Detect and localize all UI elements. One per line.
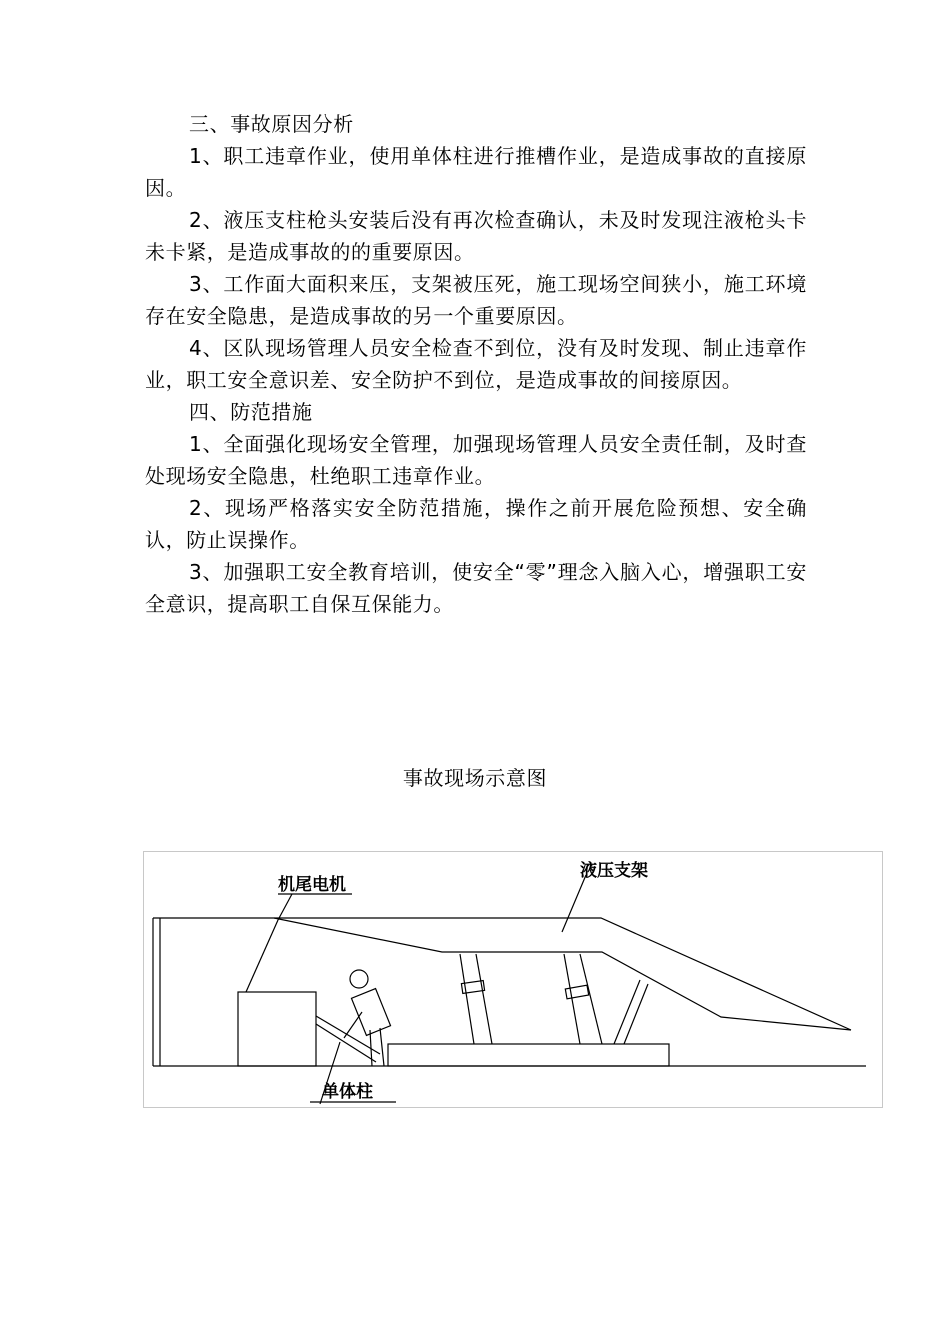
support-base — [388, 1044, 669, 1066]
support-brace-a — [614, 980, 640, 1044]
section-heading-measures: 四、防范措施 — [189, 400, 313, 424]
support-leg-left-b — [476, 954, 492, 1044]
worker-head — [350, 970, 368, 988]
figure-title: 事故现场示意图 — [402, 766, 548, 790]
worker-leg-a — [380, 1028, 384, 1066]
label-hydraulic-support: 液压支架 — [580, 861, 648, 881]
label-tail-motor: 机尾电机 — [278, 875, 346, 895]
support-leg-left-a — [460, 954, 474, 1044]
measure-paragraph-2: 2、现场严格落实安全防范措施，操作之前开展危险预想、安全确认，防止误操作。 — [145, 496, 807, 552]
measure-paragraph-3: 3、加强职工安全教育培训，使安全“零”理念入脑入心，增强职工安全意识，提高职工自保互保能力。 — [145, 560, 807, 616]
support-leg-right-joint — [565, 985, 588, 999]
tail-motor-box — [238, 992, 316, 1066]
support-leg-right-a — [564, 954, 580, 1044]
document-body — [145, 108, 807, 620]
section-heading-causes: 三、事故原因分析 — [189, 112, 354, 136]
support-leg-right-b — [580, 954, 602, 1044]
cause-paragraph-1: 1、职工违章作业，使用单体柱进行推槽作业，是造成事故的直接原因。 — [145, 144, 807, 200]
cause-paragraph-3: 3、工作面大面积来压，支架被压死，施工现场空间狭小，施工环境存在安全隐患，是造成事故的另一个重要原因。 — [145, 272, 807, 328]
accident-scene-diagram — [143, 851, 883, 1108]
diagram-canvas — [144, 852, 884, 1109]
leader-tail-motor-ext — [246, 920, 278, 992]
support-brace-b — [624, 984, 648, 1044]
cause-paragraph-2: 2、液压支柱枪头安装后没有再次检查确认，未及时发现注液枪头卡未卡紧，是造成事故的的重要原因。 — [145, 208, 807, 264]
label-single-prop: 单体柱 — [322, 1082, 373, 1102]
single-prop-b — [316, 1024, 376, 1062]
roof-line-lower — [153, 918, 851, 1030]
worker-body — [351, 989, 390, 1036]
leader-hydraulic-support — [562, 875, 586, 932]
cause-paragraph-4: 4、区队现场管理人员安全检查不到位，没有及时发现、制止违章作业，职工安全意识差、安全防护不到位，是造成事故的间接原因。 — [145, 336, 807, 392]
leader-tail-motor — [278, 894, 292, 920]
measure-paragraph-1: 1、全面强化现场安全管理，加强现场管理人员安全责任制，及时查处现场安全隐患，杜绝职工违章作业。 — [145, 432, 807, 488]
